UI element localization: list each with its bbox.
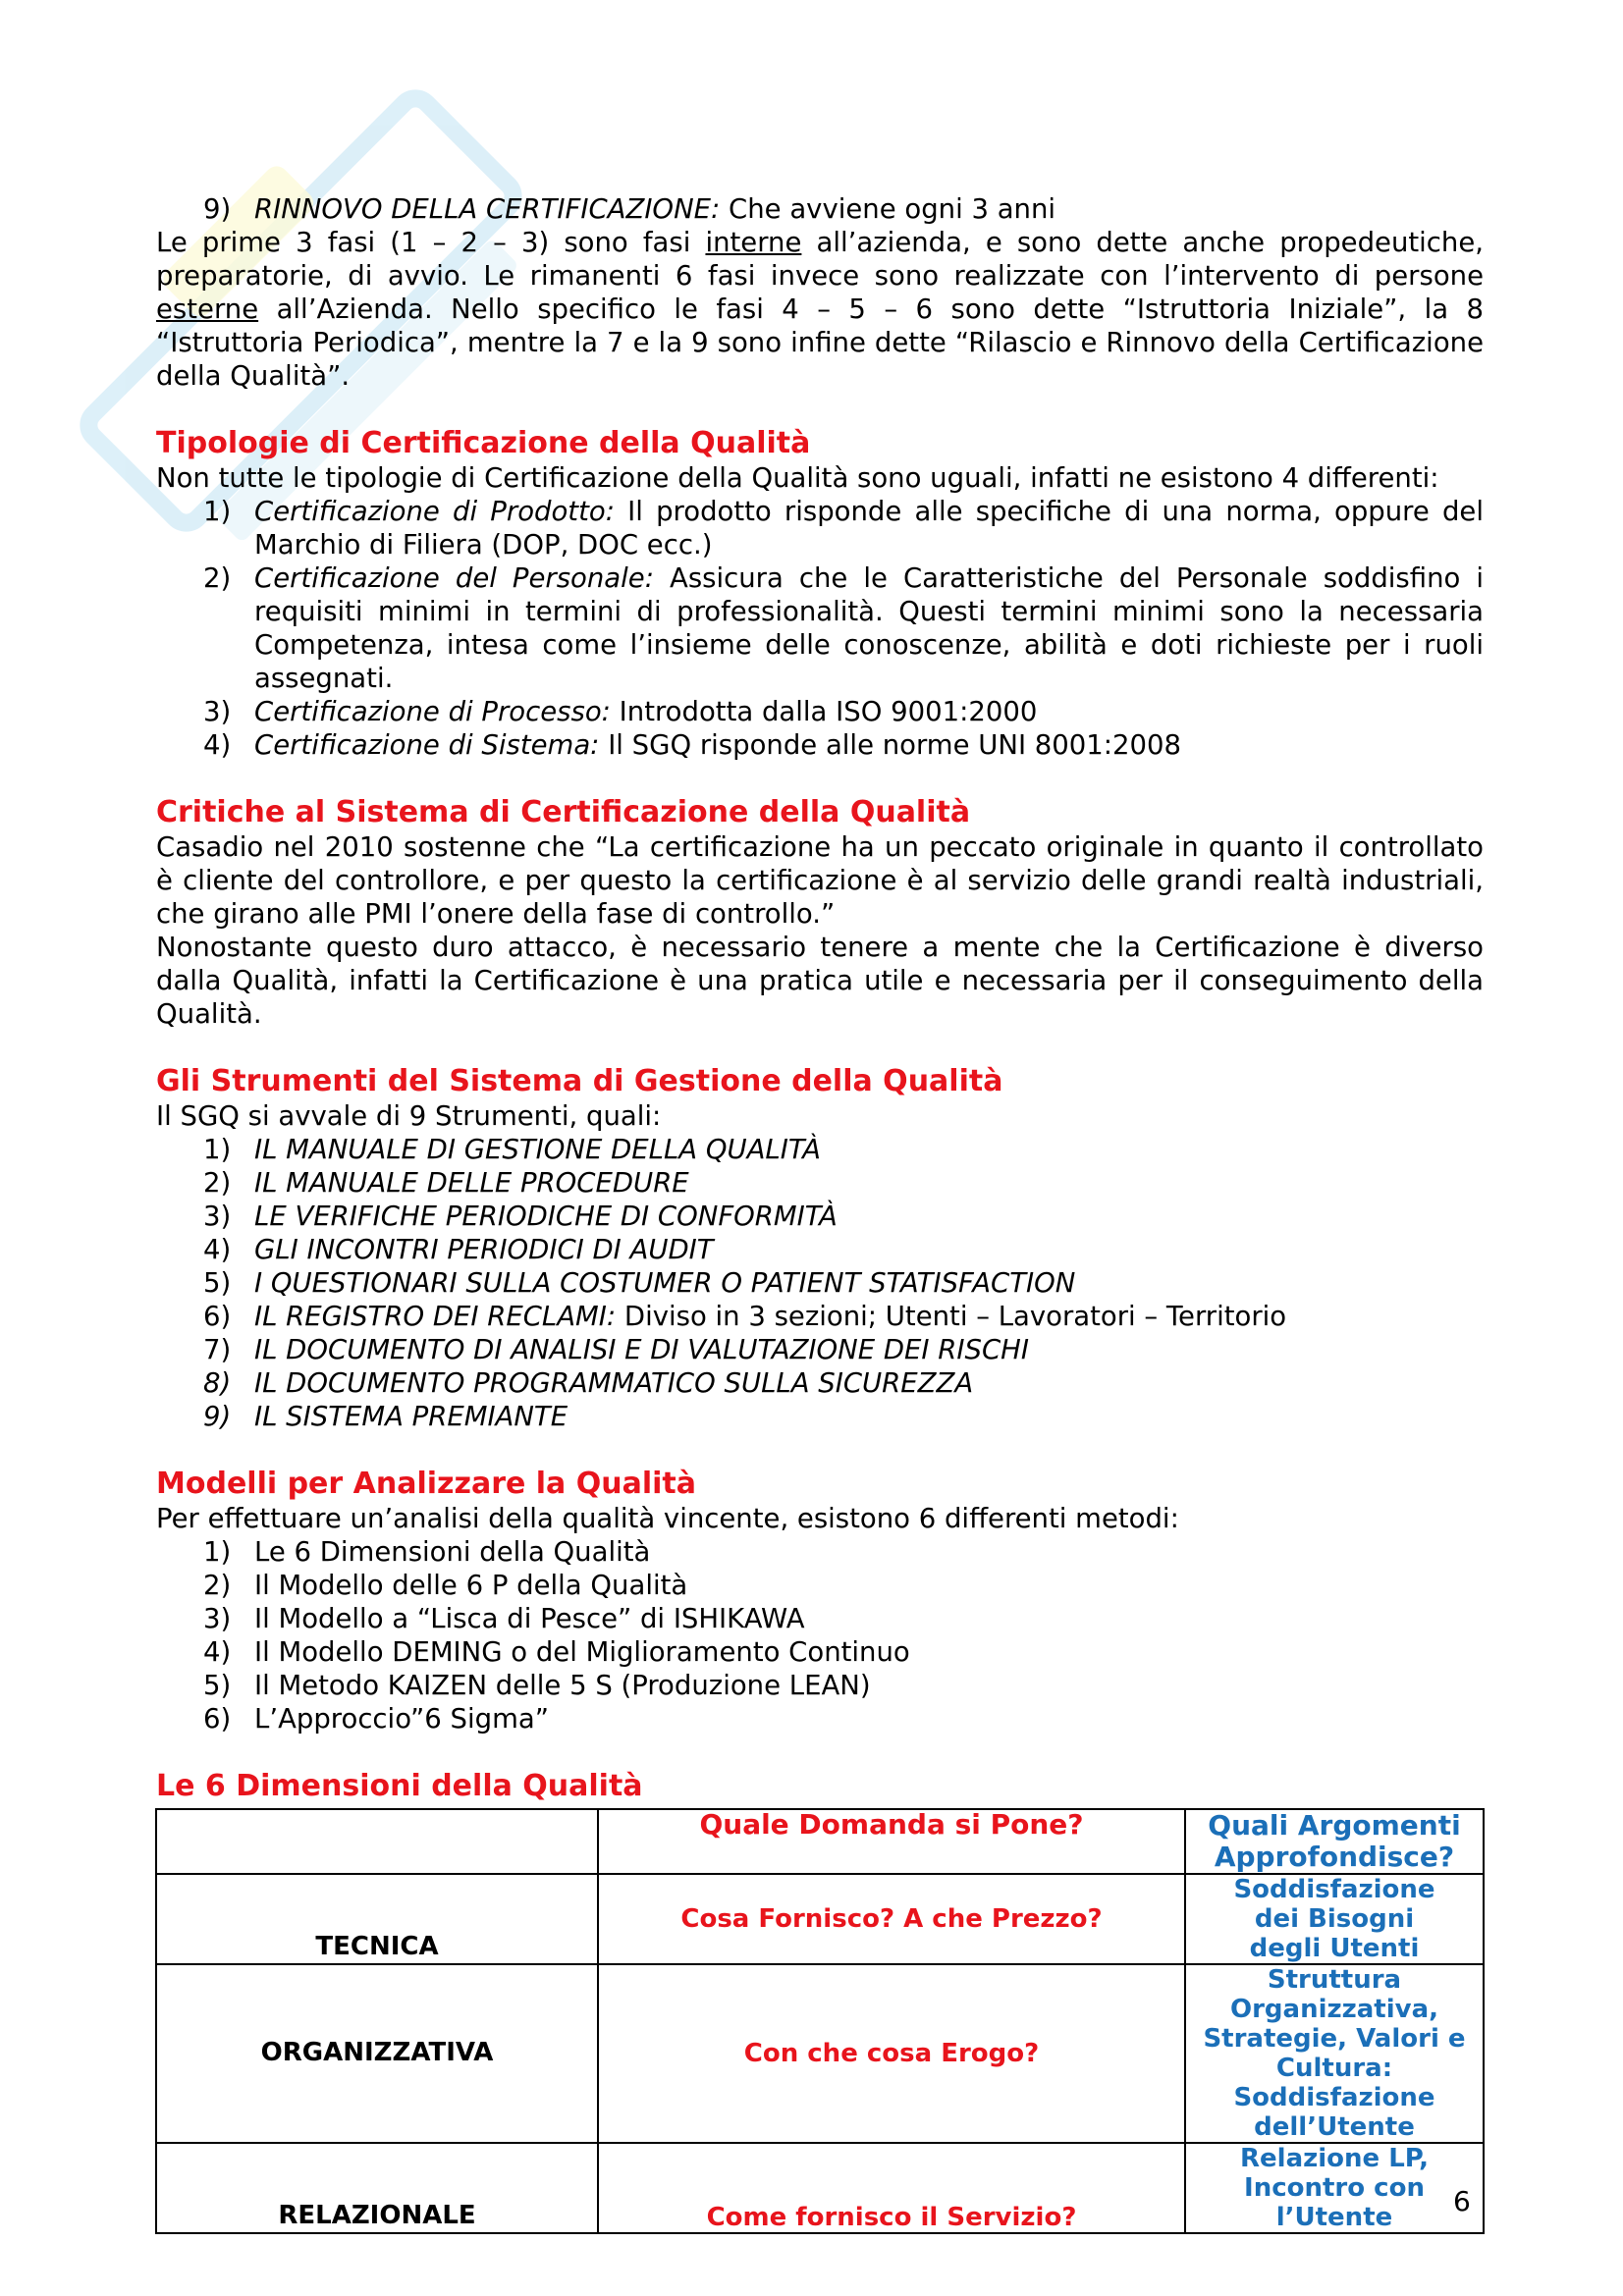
item-title: Certificazione di Sistema:	[254, 729, 600, 761]
item-number: 3)	[203, 696, 232, 727]
item-text: Il Modello delle 6 P della Qualità	[254, 1570, 688, 1601]
section-heading-dimensioni: Le 6 Dimensioni della Qualità	[156, 1769, 643, 1803]
list-item	[156, 495, 1484, 561]
item-text: Il Modello DEMING o del Miglioramento Continuo	[254, 1636, 910, 1668]
list-item	[156, 695, 1484, 728]
item-title: Certificazione del Personale:	[254, 562, 654, 594]
modelli-list	[156, 1535, 1484, 1735]
item-title: RINNOVO DELLA CERTIFICAZIONE:	[254, 193, 721, 225]
table-row	[156, 1964, 1484, 2143]
list-item	[156, 1300, 1484, 1333]
list-item	[156, 1535, 1484, 1569]
cell-argomenti: Relazione LP, Incontro con l’Utente	[1185, 2143, 1484, 2233]
item-number: 4)	[203, 1636, 232, 1668]
item-number: 6)	[203, 1703, 232, 1735]
item-number: 4)	[203, 1234, 232, 1265]
list-item	[156, 1366, 1484, 1400]
list-item	[156, 1233, 1484, 1266]
intro-paragraph	[156, 226, 1484, 393]
table-row	[156, 2143, 1484, 2233]
list-item	[156, 1166, 1484, 1200]
item-title: IL SISTEMA PREMIANTE	[254, 1401, 568, 1432]
item-number: 9)	[203, 193, 232, 225]
item-text: Il Metodo KAIZEN delle 5 S (Produzione LEAN)	[254, 1670, 871, 1701]
header-cell-argomenti: Quali Argomenti Approfondisce?	[1185, 1809, 1484, 1874]
tipologie-lead: Non tutte le tipologie di Certificazione della Qualità sono uguali, infatti ne esistono 4 differenti:	[156, 462, 1439, 494]
list-item	[156, 1200, 1484, 1233]
item-number: 9)	[203, 1401, 232, 1432]
dimensions-table	[155, 1808, 1485, 2234]
text-run: all’Azienda. Nello specifico le fasi 4 – 5 – 6 sono dette “Istruttoria Iniziale”, la 8 “Istruttoria Periodica”, mentre la 7 e la 9 sono infine dette “Rilascio e Rinnovo della Certificazione della Qualità”.	[156, 294, 1484, 392]
item-title: IL DOCUMENTO DI ANALISI E DI VALUTAZIONE DEI RISCHI	[254, 1334, 1029, 1365]
item-text: Le 6 Dimensioni della Qualità	[254, 1536, 651, 1568]
strumenti-lead: Il SGQ si avvale di 9 Strumenti, quali:	[156, 1100, 662, 1132]
item-text: Il prodotto risponde alle specifiche di una norma, oppure del Marchio di Filiera (DOP, DOC ecc.)	[254, 496, 1484, 561]
list-item	[156, 1602, 1484, 1635]
cell-domanda: Come fornisco il Servizio?	[598, 2143, 1185, 2233]
section-heading-critiche: Critiche al Sistema di Certificazione della Qualità	[156, 795, 971, 829]
list-item	[156, 1635, 1484, 1669]
table-header-row	[156, 1809, 1484, 1874]
cell-dimensione: TECNICA	[156, 1874, 598, 1964]
item-title: GLI INCONTRI PERIODICI DI AUDIT	[254, 1234, 714, 1265]
cell-domanda: Con che cosa Erogo?	[598, 1964, 1185, 2143]
list-item	[156, 1133, 1484, 1166]
list-item	[156, 1702, 1484, 1735]
item-number: 7)	[203, 1334, 232, 1365]
item-number: 8)	[203, 1367, 232, 1399]
modelli-lead: Per effettuare un’analisi della qualità vincente, esistono 6 differenti metodi:	[156, 1503, 1179, 1534]
section-heading-tipologie: Tipologie di Certificazione della Qualità	[156, 426, 811, 460]
tipologie-list	[156, 495, 1484, 762]
underlined-text: interne	[705, 227, 802, 258]
item-title: I QUESTIONARI SULLA COSTUMER O PATIENT STATISFACTION	[254, 1267, 1076, 1299]
strumenti-list	[156, 1133, 1484, 1433]
page-content	[156, 192, 1484, 2234]
item-title: Certificazione di Prodotto:	[254, 496, 615, 527]
list-item	[156, 1333, 1484, 1366]
item-text: Assicura che le Caratteristiche del Personale soddisfino i requisiti minimi in termini di professionalità. Questi termini minimi sono la necessaria Competenza, intesa come l’insieme delle conoscenze, abilità e doti richieste per i ruoli assegnati.	[254, 562, 1485, 694]
section-heading-modelli: Modelli per Analizzare la Qualità	[156, 1467, 697, 1501]
section-heading-strumenti: Gli Strumenti del Sistema di Gestione della Qualità	[156, 1064, 1003, 1098]
underlined-text: esterne	[156, 294, 259, 325]
page-number: 6	[1453, 2185, 1471, 2217]
item-text: Che avviene ogni 3 anni	[720, 193, 1056, 225]
item-title: IL MANUALE DELLE PROCEDURE	[254, 1167, 689, 1199]
list-item	[156, 1669, 1484, 1702]
item-number: 6)	[203, 1301, 232, 1332]
item-title: IL REGISTRO DEI RECLAMI:	[254, 1301, 617, 1332]
cell-dimensione: ORGANIZZATIVA	[156, 1964, 598, 2143]
item-text: Il SGQ risponde alle norme UNI 8001:2008	[599, 729, 1182, 761]
item-number: 3)	[203, 1201, 232, 1232]
cell-domanda: Cosa Fornisco? A che Prezzo?	[598, 1874, 1185, 1964]
item-number: 2)	[203, 1167, 232, 1199]
item-text: Introdotta dalla ISO 9001:2000	[610, 696, 1038, 727]
list-item	[156, 1266, 1484, 1300]
item-text: Diviso in 3 sezioni; Utenti – Lavoratori – Territorio	[616, 1301, 1287, 1332]
item-number: 2)	[203, 562, 232, 594]
list-item	[156, 1400, 1484, 1433]
cell-argomenti: Struttura Organizzativa, Strategie, Valori e Cultura: Soddisfazione dell’Utente	[1185, 1964, 1484, 2143]
table-row	[156, 1874, 1484, 1964]
item-number: 1)	[203, 1536, 232, 1568]
cell-argomenti: Soddisfazione dei Bisogni degli Utenti	[1185, 1874, 1484, 1964]
item-number: 5)	[203, 1267, 232, 1299]
list-item	[156, 728, 1484, 762]
list-item	[156, 192, 1484, 226]
text-run: Le prime 3 fasi (1 – 2 – 3) sono fasi	[156, 227, 706, 258]
item-text: L’Approccio”6 Sigma”	[254, 1703, 549, 1735]
item-title: Certificazione di Processo:	[254, 696, 611, 727]
critiche-paragraph-2: Nonostante questo duro attacco, è necessario tenere a mente che la Certificazione è diverso dalla Qualità, infatti la Certificazione è una pratica utile e necessaria per il conseguimento della Qualità.	[156, 932, 1484, 1030]
item-number: 5)	[203, 1670, 232, 1701]
header-cell-domanda: Quale Domanda si Pone?	[598, 1809, 1185, 1874]
item-number: 2)	[203, 1570, 232, 1601]
cell-dimensione: RELAZIONALE	[156, 2143, 598, 2233]
item-number: 4)	[203, 729, 232, 761]
item-number: 3)	[203, 1603, 232, 1634]
item-number: 1)	[203, 496, 232, 527]
list-item	[156, 1569, 1484, 1602]
header-cell-empty	[156, 1809, 598, 1874]
critiche-paragraph-1: Casadio nel 2010 sostenne che “La certificazione ha un peccato originale in quanto il controllato è cliente del controllore, e per questo la certificazione è al servizio delle grandi realtà industriali, che girano alle PMI l’onere della fase di controllo.”	[156, 831, 1484, 930]
item-title: LE VERIFICHE PERIODICHE DI CONFORMITÀ	[254, 1201, 838, 1232]
list-item	[156, 561, 1484, 695]
item-number: 1)	[203, 1134, 232, 1165]
item-title: IL DOCUMENTO PROGRAMMATICO SULLA SICUREZZA	[254, 1367, 974, 1399]
text-run: all’azienda, e sono dette anche propedeutiche, preparatorie, di avvio. Le rimanenti 6 fasi invece sono realizzate con l’intervento di persone	[156, 227, 1485, 292]
intro-list	[156, 192, 1484, 226]
item-title: IL MANUALE DI GESTIONE DELLA QUALITÀ	[254, 1134, 821, 1165]
item-text: Il Modello a “Lisca di Pesce” di ISHIKAWA	[254, 1603, 805, 1634]
